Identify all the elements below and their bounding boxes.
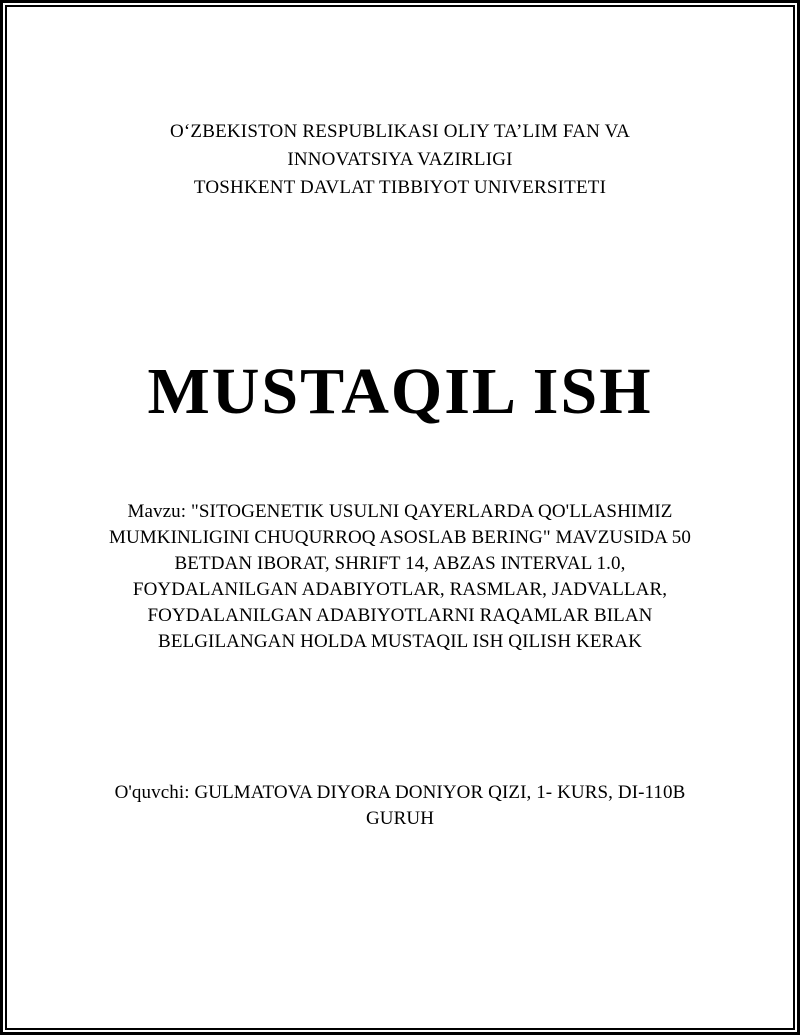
topic-line-1: Mavzu: "SITOGENETIK USULNI QAYERLARDA QO'LLASHIMIZ [127, 501, 673, 522]
document-inner-frame [5, 5, 795, 1030]
student-line-1: O'quvchi: GULMATOVA DIYORA DONIYOR QIZI, 1- KURS, DI-110B [114, 782, 686, 803]
topic-line-5: FOYDALANILGAN ADABIYOTLARNI RAQAMLAR BILAN [147, 605, 653, 626]
student-info [7, 780, 793, 832]
topic-line-3: BETDAN IBORAT, SHRIFT 14, ABZAS INTERVAL 1.0, [174, 553, 626, 574]
topic-line-6: BELGILANGAN HOLDA MUSTAQIL ISH QILISH KERAK [158, 631, 642, 652]
document-title: MUSTAQIL ISH [147, 355, 653, 428]
topic-line-2: MUMKINLIGINI CHUQURROQ ASOSLAB BERING" MAVZUSIDA 50 [108, 527, 691, 548]
university-name-line: TOSHKENT DAVLAT TIBBIYOT UNIVERSITETI [193, 177, 607, 198]
ministry-header-line-2: INNOVATSIYA VAZIRLIGI [287, 149, 513, 170]
topic-paragraph [7, 499, 793, 655]
student-line-2: GURUH [365, 808, 435, 829]
ministry-header-line-1: O‘ZBEKISTON RESPUBLIKASI OLIY TA’LIM FAN VA [169, 121, 631, 142]
topic-line-4: FOYDALANILGAN ADABIYOTLAR, RASMLAR, JADVALLAR, [132, 579, 668, 600]
ministry-header [7, 118, 793, 202]
